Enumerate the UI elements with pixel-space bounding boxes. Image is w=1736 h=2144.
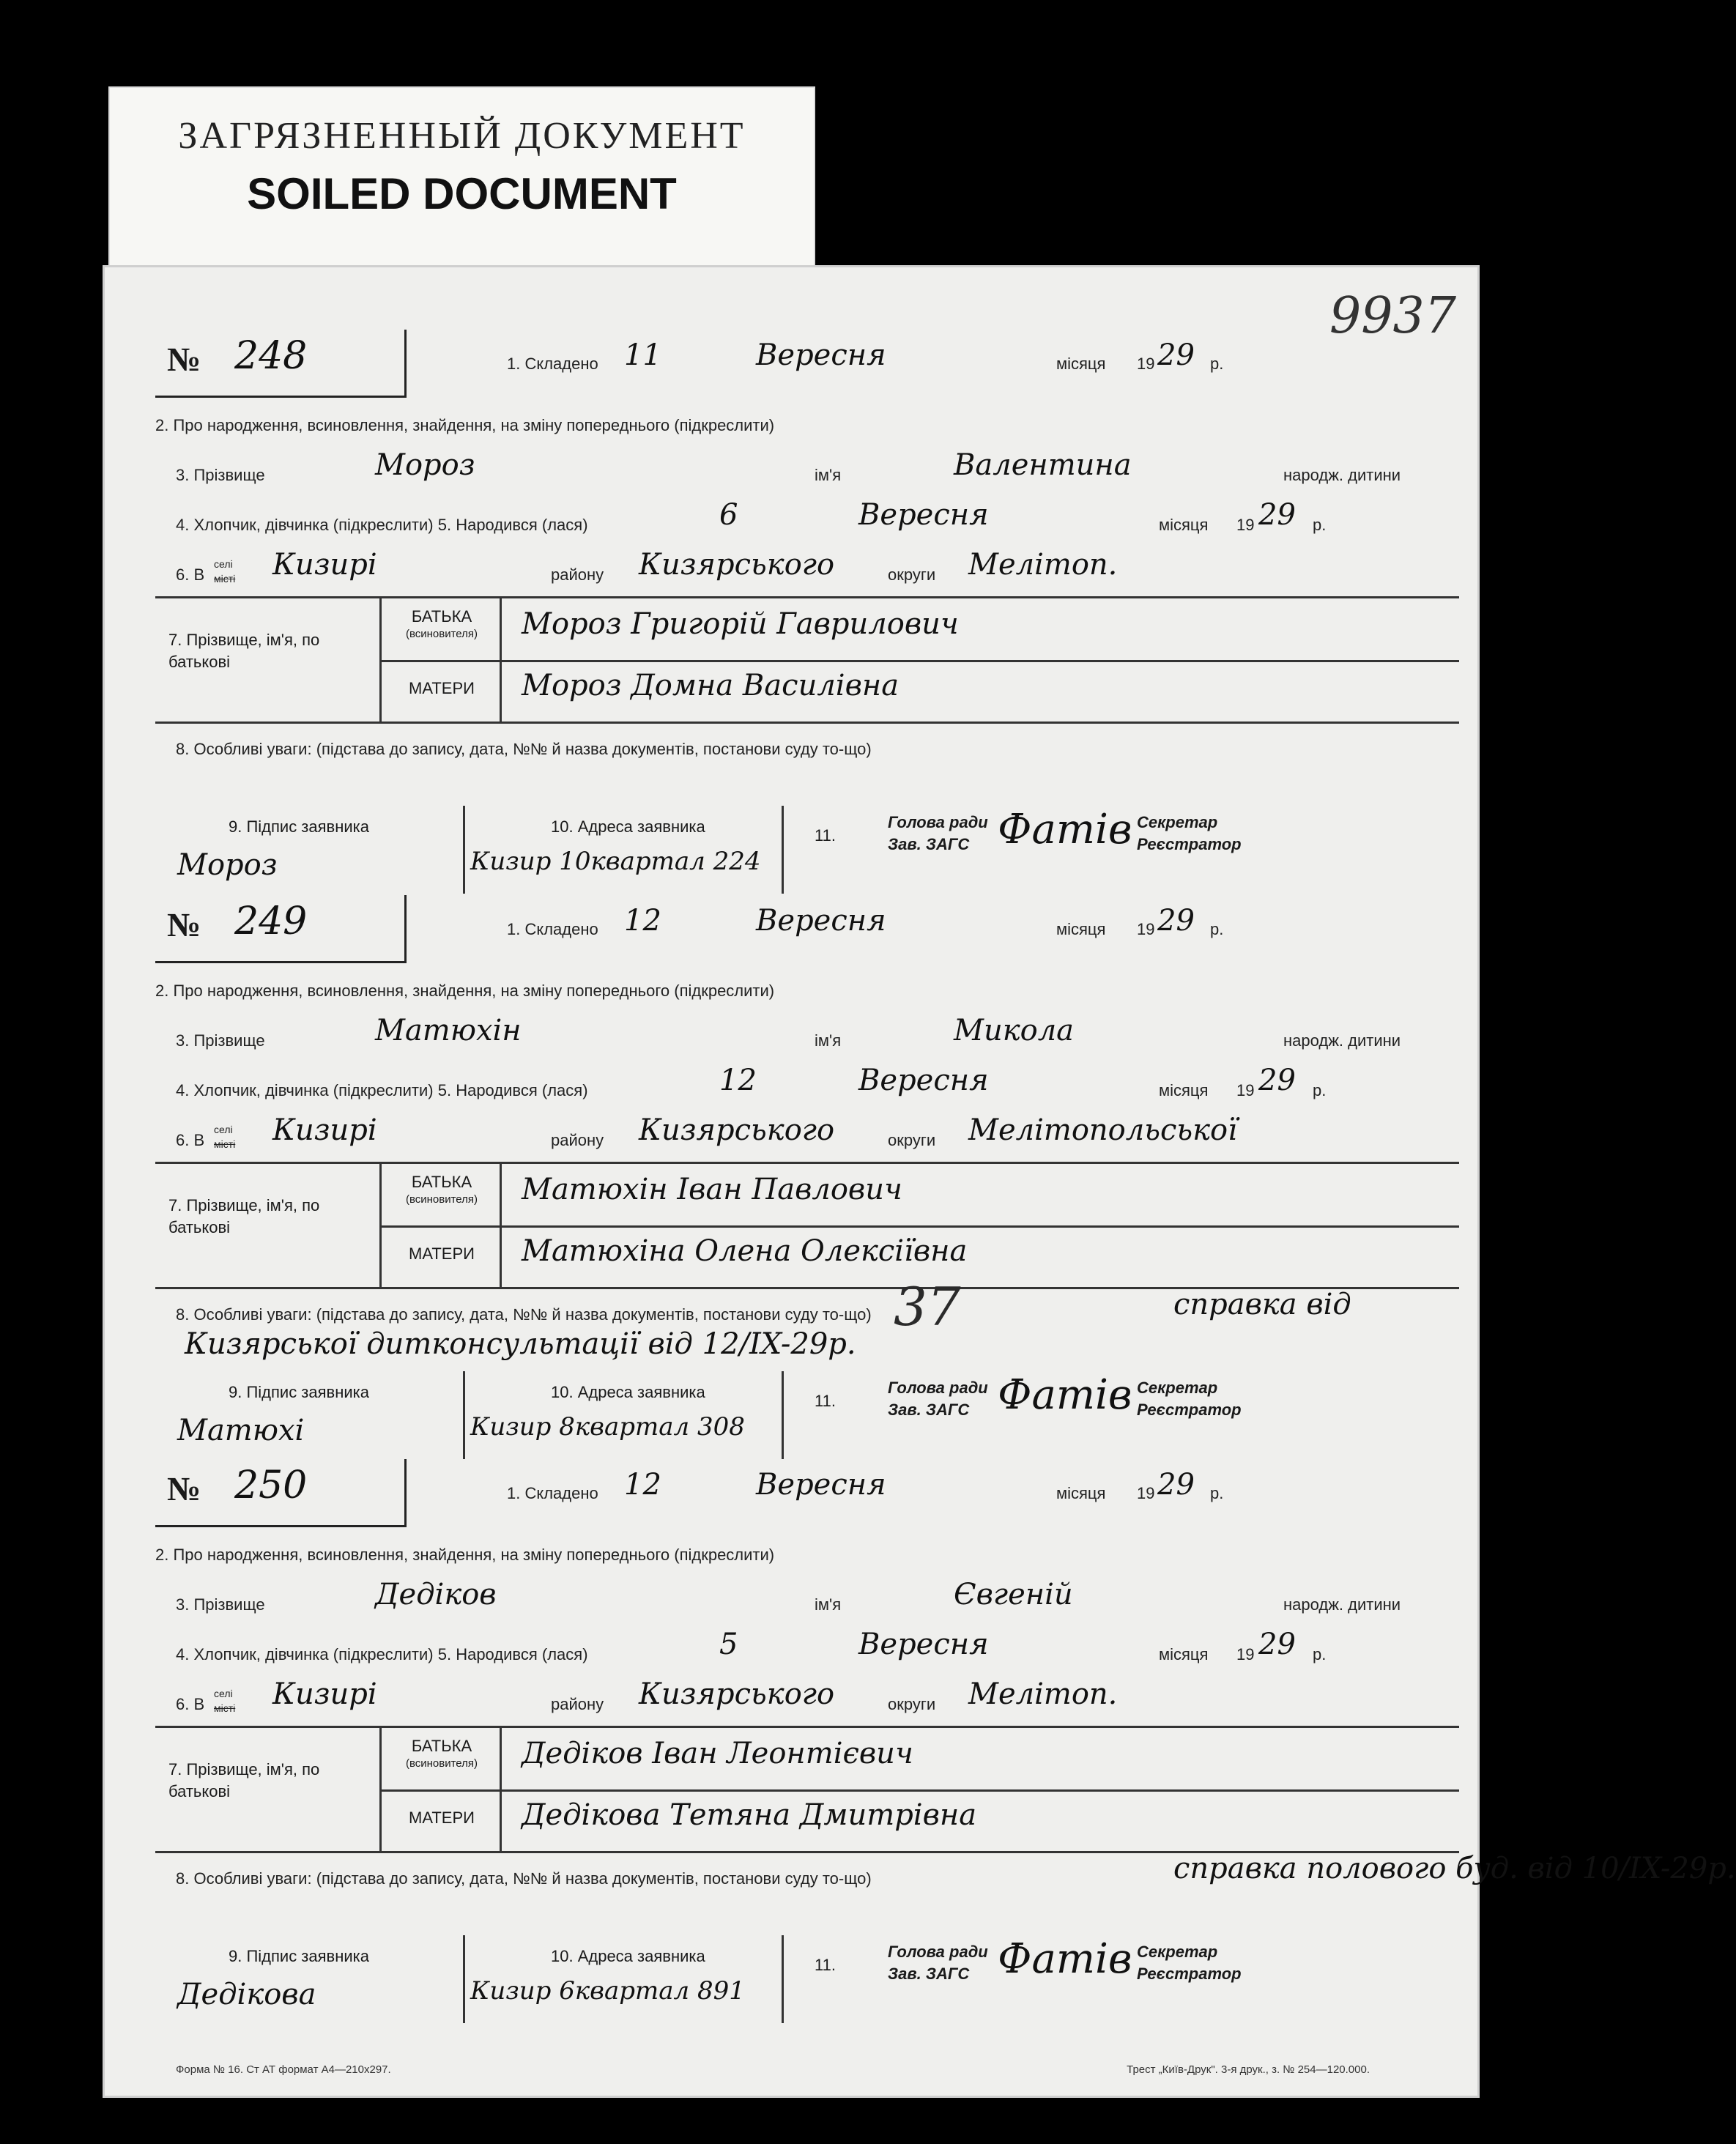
notes-value: справка від xyxy=(1173,1288,1351,1321)
year-prefix: 19 xyxy=(1137,920,1155,938)
city-label: місті xyxy=(214,1138,236,1150)
head-label: Голова ради xyxy=(888,1943,988,1961)
birth-of-child-label: народж. дитини xyxy=(1283,466,1401,484)
father-sublabel: (всиновителя) xyxy=(405,628,478,640)
signatures-row xyxy=(155,1935,1459,2023)
registrar-label: Реєстратор xyxy=(1137,835,1242,853)
father-name: Матюхін Іван Павлович xyxy=(522,1173,902,1206)
father-label: БАТЬКА xyxy=(411,1737,472,1755)
district-value: Кизярського xyxy=(639,548,835,582)
record-number: 248 xyxy=(234,334,308,378)
parents-table xyxy=(155,1162,1459,1289)
notes-label: 8. Особливі уваги: (підстава до запису, дата, №№ й назва документів, постанови суду то-що) xyxy=(176,1869,872,1888)
divider xyxy=(463,1935,465,2023)
year-suffix: р. xyxy=(1210,1484,1224,1502)
applicant-signature: Дедікова xyxy=(177,1978,316,2011)
birth-month: Вересня xyxy=(858,1064,989,1097)
name-label: ім'я xyxy=(815,1031,842,1050)
mother-name: Дедікова Тетяна Дмитрівна xyxy=(522,1798,977,1832)
notes-label: 8. Особливі уваги: (підстава до запису, дата, №№ й назва документів, постанови суду то-що) xyxy=(176,1305,872,1324)
first-name-value: Валентина xyxy=(954,448,1132,482)
registrar-label: Реєстратор xyxy=(1137,1965,1242,1983)
birth-month-label: місяця xyxy=(1159,516,1209,534)
official-label: 11. xyxy=(815,1392,836,1410)
place-label: 6. В xyxy=(176,565,205,584)
okrug-label: округи xyxy=(888,565,936,584)
label-russian: ЗАГРЯЗНЕННЫЙ ДОКУМЕНТ xyxy=(178,115,746,157)
divider xyxy=(379,1225,1459,1228)
birth-year: 29 xyxy=(1258,498,1296,532)
divider xyxy=(379,1789,1459,1792)
page-number: 9937 xyxy=(1329,287,1456,345)
official-signature: Фатів xyxy=(998,1371,1132,1419)
record-number: 250 xyxy=(234,1464,308,1507)
zags-label: Зав. ЗАГС xyxy=(888,1965,970,1983)
parents-label: 7. Прізвище, ім'я, по батькові xyxy=(168,1196,320,1236)
first-name-value: Євгеній xyxy=(954,1578,1073,1611)
place-value: Кизирі xyxy=(272,548,377,582)
birth-year-suffix: р. xyxy=(1313,1081,1327,1099)
zags-label: Зав. ЗАГС xyxy=(888,1401,970,1419)
composed-month: Вересня xyxy=(756,1468,886,1502)
mother-label: МАТЕРИ xyxy=(409,1245,475,1263)
surname-value: Дедіков xyxy=(375,1578,497,1611)
year-suffix: р. xyxy=(1210,920,1224,938)
birth-of-child-label: народж. дитини xyxy=(1283,1031,1401,1050)
father-label: БАТЬКА xyxy=(411,1173,472,1191)
notes-label: 8. Особливі уваги: (підстава до запису, дата, №№ й назва документів, постанови суду то-що) xyxy=(176,740,872,758)
composed-day: 11 xyxy=(624,338,661,372)
village-label: селі xyxy=(214,1688,233,1699)
surname-value: Матюхін xyxy=(375,1014,522,1047)
signatures-row xyxy=(155,806,1459,894)
composed-day: 12 xyxy=(624,1468,661,1502)
birth-month-label: місяця xyxy=(1159,1645,1209,1663)
name-label: ім'я xyxy=(815,1595,842,1614)
notes-value: справка полового буд. від 10/IX-29р. xyxy=(1173,1852,1736,1885)
father-name: Мороз Григорій Гаврилович xyxy=(522,607,959,641)
label-english: SOILED DOCUMENT xyxy=(247,169,677,218)
record-number: 249 xyxy=(234,899,308,943)
applicant-sign-label: 9. Підпис заявника xyxy=(229,1947,370,1965)
village-label: селі xyxy=(214,558,233,570)
composed-year: 29 xyxy=(1157,1468,1195,1502)
composed-label: 1. Складено xyxy=(507,355,598,373)
district-label: району xyxy=(551,565,604,584)
record-number-box xyxy=(155,330,407,398)
village-label: селі xyxy=(214,1124,233,1135)
place-value: Кизирі xyxy=(272,1113,377,1147)
composed-month: Вересня xyxy=(756,904,886,938)
line-2: 2. Про народження, всиновлення, знайдення, на зміну попереднього (підкреслити) xyxy=(155,982,775,1000)
composed-label: 1. Складено xyxy=(507,920,598,938)
number-sign: № xyxy=(167,906,201,943)
record-number-box xyxy=(155,895,407,963)
signatures-row xyxy=(155,1371,1459,1459)
zags-label: Зав. ЗАГС xyxy=(888,835,970,853)
birth-day: 12 xyxy=(719,1064,757,1097)
birth-of-child-label: народж. дитини xyxy=(1283,1595,1401,1614)
birth-month-label: місяця xyxy=(1159,1081,1209,1099)
applicant-address: Кизир 10квартал 224 xyxy=(470,847,761,876)
month-label: місяця xyxy=(1056,355,1106,373)
birth-year-suffix: р. xyxy=(1313,1645,1327,1663)
registrar-label: Реєстратор xyxy=(1137,1401,1242,1419)
birth-month: Вересня xyxy=(858,1628,989,1661)
place-value: Кизирі xyxy=(272,1677,377,1711)
number-sign: № xyxy=(167,341,201,378)
district-label: району xyxy=(551,1131,604,1149)
mother-name: Матюхіна Олена Олексіївна xyxy=(522,1234,968,1268)
composed-day: 12 xyxy=(624,904,661,938)
okrug-label: округи xyxy=(888,1695,936,1713)
place-label: 6. В xyxy=(176,1131,205,1149)
line-2: 2. Про народження, всиновлення, знайдення, на зміну попереднього (підкреслити) xyxy=(155,416,775,434)
birth-year: 29 xyxy=(1258,1628,1296,1661)
birth-year-prefix: 19 xyxy=(1236,1645,1255,1663)
okrug-label: округи xyxy=(888,1131,936,1149)
father-label: БАТЬКА xyxy=(411,607,472,626)
notes-continuation: Кизярської дитконсультації від 12/IX-29р. xyxy=(185,1327,856,1361)
record-1 xyxy=(155,330,1459,894)
head-label: Голова ради xyxy=(888,1379,988,1397)
official-label: 11. xyxy=(815,1956,836,1974)
mother-name: Мороз Домна Василівна xyxy=(522,669,899,702)
applicant-signature: Матюхі xyxy=(177,1414,305,1447)
record-2 xyxy=(155,895,1459,1459)
birth-day: 5 xyxy=(719,1628,738,1661)
mother-label: МАТЕРИ xyxy=(409,1809,475,1827)
first-name-value: Микола xyxy=(954,1014,1075,1047)
record-3 xyxy=(155,1459,1736,2038)
birth-day: 6 xyxy=(719,498,738,532)
divider xyxy=(463,1371,465,1459)
soiled-document-label xyxy=(108,86,815,278)
okrug-value: Мелітоп. xyxy=(968,1677,1118,1711)
line-2: 2. Про народження, всиновлення, знайдення, на зміну попереднього (підкреслити) xyxy=(155,1546,775,1564)
parents-table xyxy=(155,596,1459,724)
composed-year: 29 xyxy=(1157,338,1195,372)
month-label: місяця xyxy=(1056,1484,1106,1502)
number-sign: № xyxy=(167,1470,201,1507)
month-label: місяця xyxy=(1056,920,1106,938)
district-value: Кизярського xyxy=(639,1677,835,1711)
composed-label: 1. Складено xyxy=(507,1484,598,1502)
surname-label: 3. Прізвище xyxy=(176,466,265,484)
applicant-sign-label: 9. Підпис заявника xyxy=(229,817,370,836)
birth-year-suffix: р. xyxy=(1313,516,1327,534)
birth-register-page xyxy=(103,265,1736,2098)
district-value: Кизярського xyxy=(639,1113,835,1147)
official-signature: Фатів xyxy=(998,1935,1132,1983)
birth-year-prefix: 19 xyxy=(1236,516,1255,534)
city-label: місті xyxy=(214,573,236,585)
divider xyxy=(782,1371,784,1459)
city-label: місті xyxy=(214,1702,236,1714)
parents-table xyxy=(155,1726,1459,1853)
surname-value: Мороз xyxy=(375,448,475,482)
birth-month: Вересня xyxy=(858,498,989,532)
sex-born-label: 4. Хлопчик, дівчинка (підкреслити) 5. Народився (лася) xyxy=(176,516,588,534)
official-label: 11. xyxy=(815,826,836,845)
sex-born-label: 4. Хлопчик, дівчинка (підкреслити) 5. Народився (лася) xyxy=(176,1645,588,1663)
father-sublabel: (всиновителя) xyxy=(405,1757,478,1770)
applicant-address: Кизир 8квартал 308 xyxy=(470,1412,745,1442)
parents-label: 7. Прізвище, ім'я, по батькові xyxy=(168,631,320,671)
secretary-label: Секретар xyxy=(1137,1379,1218,1397)
birth-year-prefix: 19 xyxy=(1236,1081,1255,1099)
composed-month: Вересня xyxy=(756,338,886,372)
divider xyxy=(782,1935,784,2023)
okrug-value: Мелітоп. xyxy=(968,548,1118,582)
year-prefix: 19 xyxy=(1137,1484,1155,1502)
composed-year: 29 xyxy=(1157,904,1195,938)
secretary-label: Секретар xyxy=(1137,1943,1218,1961)
divider xyxy=(782,806,784,894)
mother-label: МАТЕРИ xyxy=(409,679,475,697)
birth-year: 29 xyxy=(1258,1064,1296,1097)
applicant-sign-label: 9. Підпис заявника xyxy=(229,1383,370,1401)
divider xyxy=(463,806,465,894)
official-signature: Фатів xyxy=(998,806,1132,853)
okrug-value: Мелітопольської xyxy=(968,1113,1237,1147)
footer-form-info: Форма № 16. Ст АТ формат А4—210х297. xyxy=(176,2063,391,2076)
applicant-address: Кизир 6квартал 891 xyxy=(470,1976,745,2006)
record-number-box xyxy=(155,1459,407,1527)
applicant-address-label: 10. Адреса заявника xyxy=(551,1947,705,1965)
year-suffix: р. xyxy=(1210,355,1224,373)
district-label: району xyxy=(551,1695,604,1713)
divider xyxy=(379,660,1459,662)
footer-printer-info: Трест „Київ-Друк". 3-я друк., з. № 254—120.000. xyxy=(1127,2063,1370,2076)
secretary-label: Секретар xyxy=(1137,813,1218,831)
surname-label: 3. Прізвище xyxy=(176,1031,265,1050)
year-prefix: 19 xyxy=(1137,355,1155,373)
stamp-number: 37 xyxy=(894,1276,961,1338)
applicant-signature: Мороз xyxy=(177,848,278,882)
applicant-address-label: 10. Адреса заявника xyxy=(551,817,705,836)
head-label: Голова ради xyxy=(888,813,988,831)
father-name: Дедіков Іван Леонтієвич xyxy=(522,1737,913,1770)
applicant-address-label: 10. Адреса заявника xyxy=(551,1383,705,1401)
name-label: ім'я xyxy=(815,466,842,484)
sex-born-label: 4. Хлопчик, дівчинка (підкреслити) 5. Народився (лася) xyxy=(176,1081,588,1099)
parents-label: 7. Прізвище, ім'я, по батькові xyxy=(168,1760,320,1800)
place-label: 6. В xyxy=(176,1695,205,1713)
surname-label: 3. Прізвище xyxy=(176,1595,265,1614)
father-sublabel: (всиновителя) xyxy=(405,1193,478,1206)
